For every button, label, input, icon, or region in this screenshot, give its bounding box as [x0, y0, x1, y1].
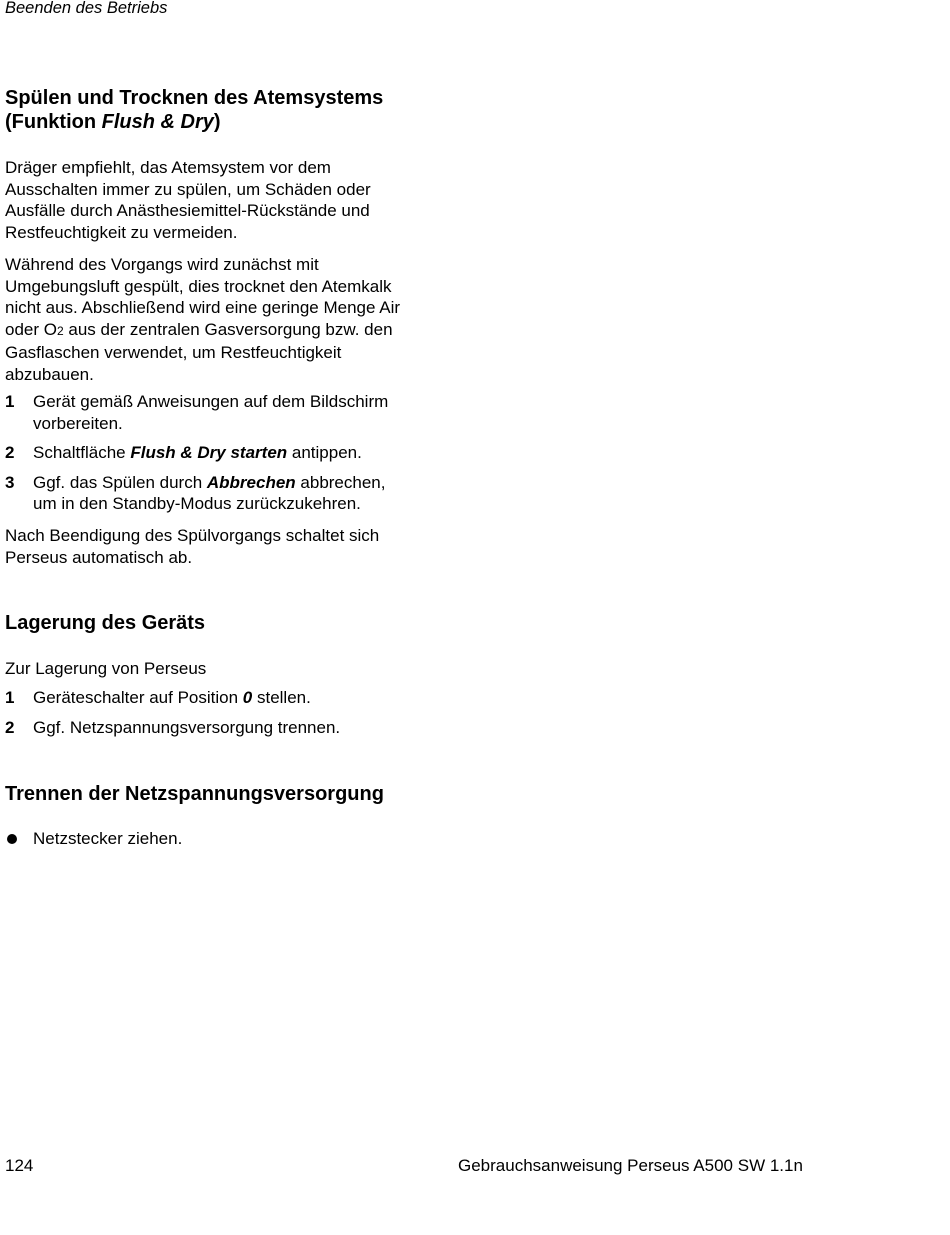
running-head: Beenden des Betriebs: [5, 0, 168, 17]
list-item: [5, 472, 405, 515]
o2-subscript: 2: [56, 323, 64, 338]
step-text: Ggf. das Spülen durch: [33, 472, 207, 492]
step-number: 3: [5, 472, 15, 492]
list-item: [5, 717, 405, 739]
title-line2-suffix: ): [213, 111, 221, 133]
list-item: [5, 442, 405, 464]
procedure-text-after: aus der zentralen Gasversorgung bzw. den Gasflaschen verwendet, um Restfeuchtigkeit abzubauen.: [5, 319, 393, 384]
procedure-text-before: Während des Vorgangs wird zunächst mit Umgebungsluft gespült, dies trocknet den Atemkalk nicht aus. Abschließend wird eine geringe Menge Air oder O: [5, 255, 401, 339]
flush-steps-list: [5, 391, 405, 515]
paragraph-completion: Nach Beendigung des Spülvorgangs schaltet sich Perseus automatisch ab.: [5, 526, 380, 567]
step-text: Gerät gemäß Anweisungen auf dem Bildschirm vorbereiten.: [33, 392, 389, 433]
step-text-after: abbrechen, um in den Standby-Modus zurückzukehren.: [33, 472, 386, 513]
disconnect-bullet-list: [5, 828, 405, 850]
step-number: 1: [5, 688, 15, 707]
storage-intro: Zur Lagerung von Perseus: [5, 659, 207, 678]
step-text: Geräteschalter auf Position: [33, 688, 243, 707]
page-number: 124: [5, 1156, 34, 1175]
list-item: [5, 828, 405, 850]
title-line2-emph: Flush & Dry: [101, 111, 214, 133]
document-title: Gebrauchsanweisung Perseus A500 SW 1.1n: [458, 1156, 803, 1175]
bullet-icon: [7, 834, 17, 844]
step-text: Schaltfläche: [33, 443, 131, 462]
step-text-after: antippen.: [287, 443, 362, 462]
section-title-flush-dry: [5, 86, 405, 134]
storage-steps-list: [5, 687, 405, 738]
paragraph-recommendation: Dräger empfiehlt, das Atemsystem vor dem Ausschalten immer zu spülen, um Schäden oder Ausfälle durch Anästhesiemittel-Rückstände und Restfeuchtigkeit zu vermeiden.: [5, 158, 371, 242]
step-emph-position-0: 0: [242, 688, 253, 707]
step-emph-flush-dry-starten: Flush & Dry starten: [130, 443, 288, 462]
step-number: 2: [5, 717, 15, 737]
list-item: [5, 391, 405, 434]
step-text-after: stellen.: [252, 688, 311, 707]
step-number: 1: [5, 392, 15, 411]
title-line2-prefix: (Funktion: [5, 111, 102, 133]
step-text: Ggf. Netzspannungsversorgung trennen.: [33, 717, 341, 737]
paragraph-procedure: [5, 254, 405, 385]
section-title-disconnect-power: Trennen der Netzspannungsversorgung: [5, 783, 384, 805]
section-flush-dry: [5, 86, 405, 134]
section-title-storage: Lagerung des Geräts: [5, 612, 206, 634]
step-number: 2: [5, 443, 15, 462]
step-emph-abbrechen: Abbrechen: [206, 472, 296, 492]
list-item: [5, 687, 405, 709]
bullet-text: Netzstecker ziehen.: [33, 829, 183, 848]
title-line1: Spülen und Trocknen des Atemsystems: [5, 87, 384, 109]
